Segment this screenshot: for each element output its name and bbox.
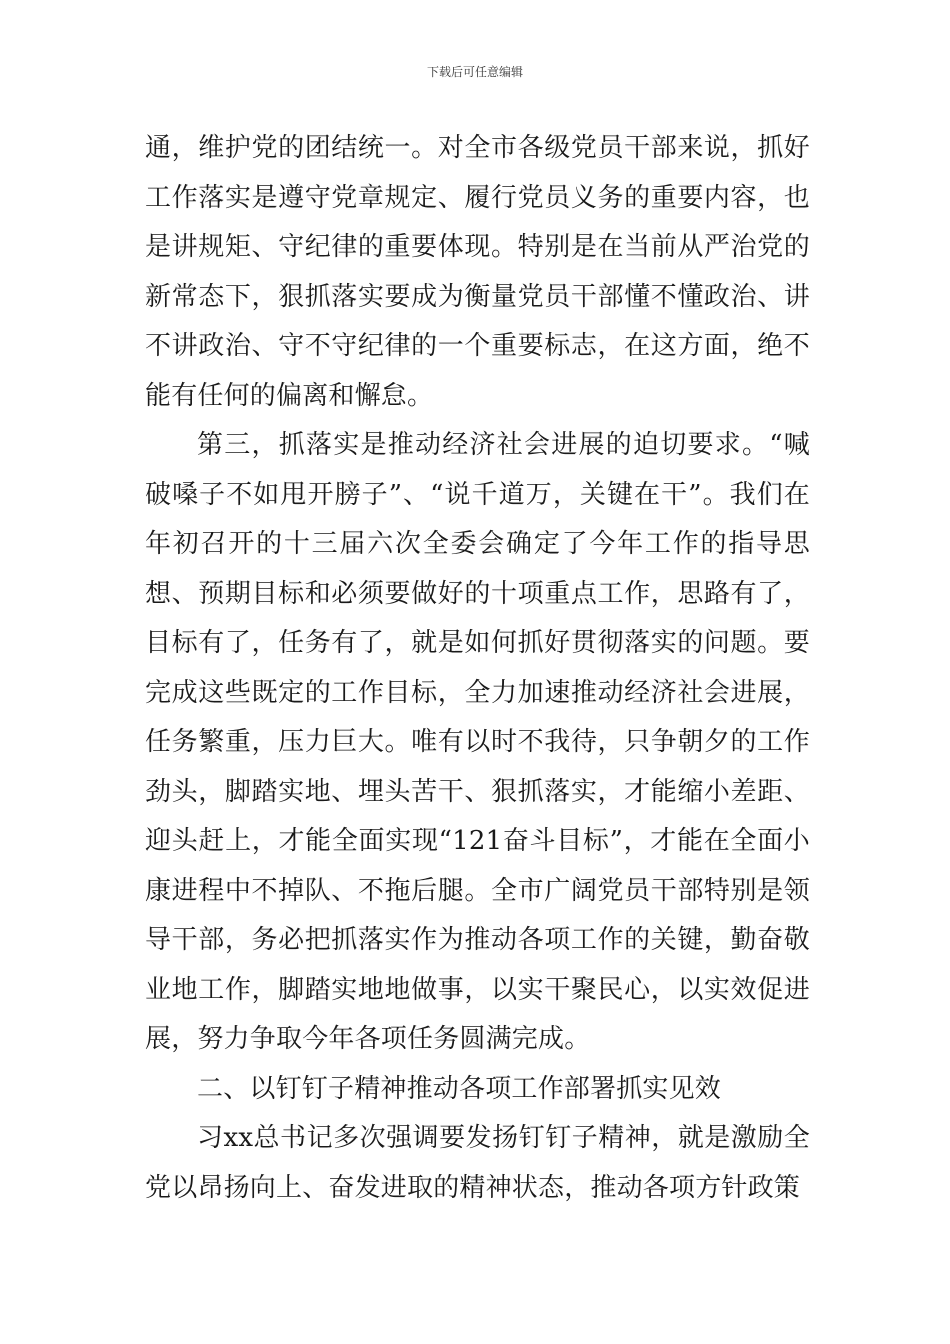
paragraph-third-point: 第三，抓落实是推动经济社会进展的迫切要求。“喊破嗓子不如甩开膀子”、“说千道万，关键在干”。我们在年初召开的十三届六次全委会确定了今年工作的指导思想、预期目标和必须要做好的十项重点工作，思路有了，目标有了，任务有了，就是如何抓好贯彻落实的问题。要完成这些既定的工作目标，全力加速推动经济社会进展，任务繁重，压力巨大。唯有以时不我待，只争朝夕的工作劲头，脚踏实地、埋头苦干、狠抓落实，才能缩小差距、迎头赶上，才能全面实现“121奋斗目标”，才能在全面小康进程中不掉队、不拖后腿。全市广阔党员干部特别是领导干部，务必把抓落实作为推动各项工作的关键，勤奋敬业地工作，脚踏实地地做事，以实干聚民心，以实效促进展，努力争取今年各项任务圆满完成。 bbox=[145, 430, 810, 1054]
document-body bbox=[145, 124, 810, 1213]
section-heading: 二、以钉钉子精神推动各项工作部署抓实见效 bbox=[197, 1073, 722, 1104]
paragraph-section-two: 习xx总书记多次强调要发扬钉钉子精神，就是激励全党以昂扬向上、奋发进取的精神状态，推动各项方针政策 bbox=[145, 1123, 810, 1203]
page-header: 下载后可任意编辑 bbox=[426, 65, 523, 79]
paragraph-continuation: 通，维护党的团结统一。对全市各级党员干部来说，抓好工作落实是遵守党章规定、履行党员义务的重要内容，也是讲规矩、守纪律的重要体现。特别是在当前从严治党的新常态下，狠抓落实要成为衡量党员干部懂不懂政治、讲不讲政治、守不守纪律的一个重要标志，在这方面，绝不能有任何的偏离和懈怠。 bbox=[145, 133, 810, 411]
